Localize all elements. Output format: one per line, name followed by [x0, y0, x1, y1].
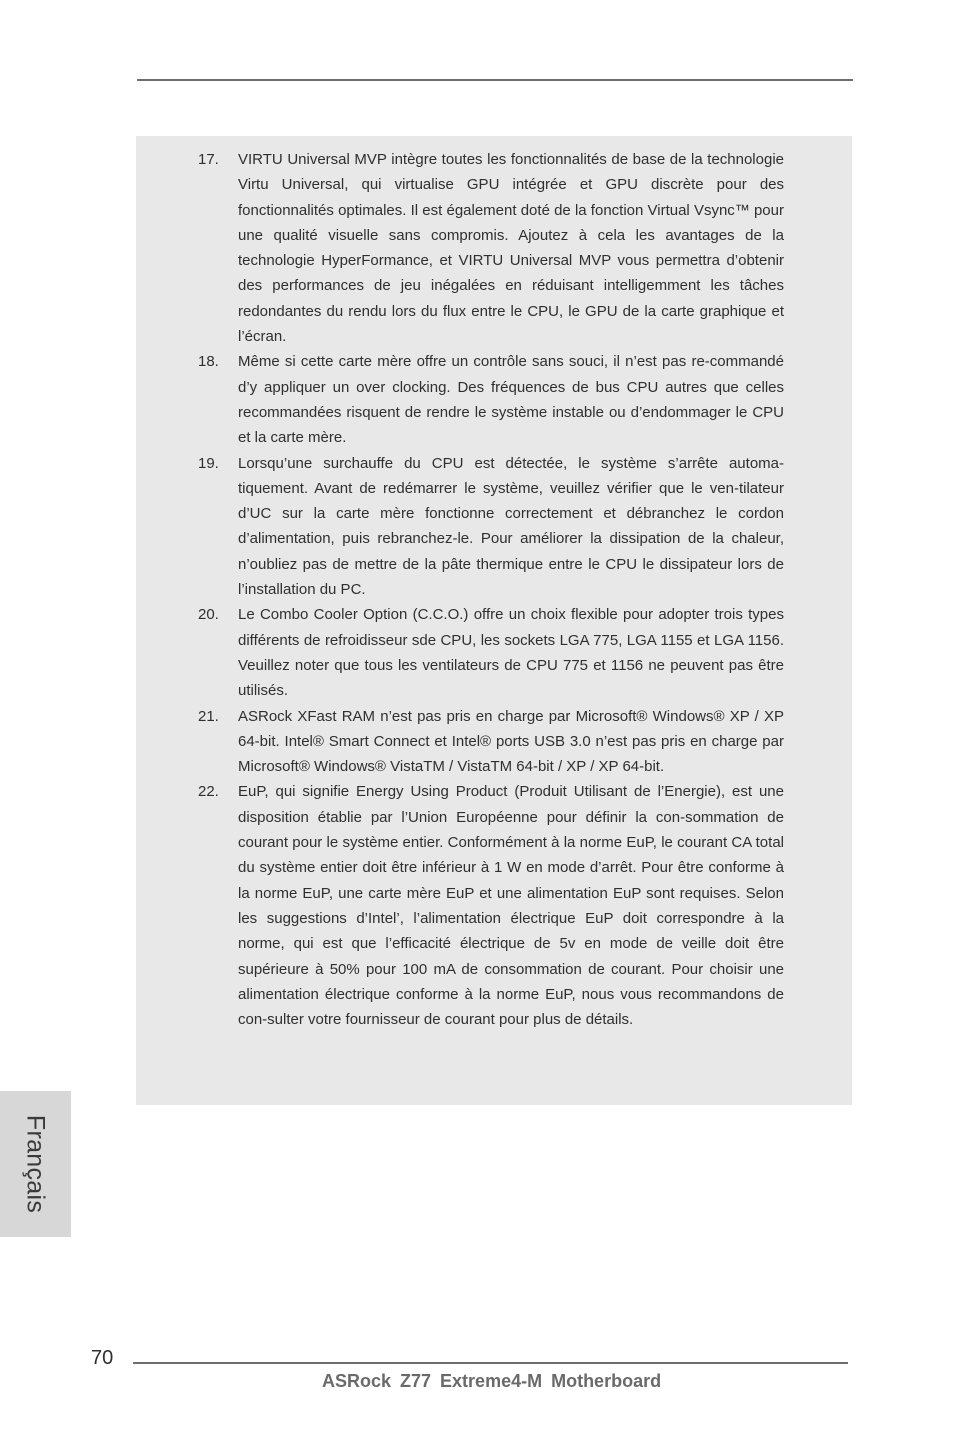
note-item-19 [198, 451, 784, 603]
note-text: ASRock XFast RAM n’est pas pris en charge par Microsoft® Windows® XP / XP 64-bit. Intel® Smart Connect et Intel® ports USB 3.0 n’est pas pris en charge par Microsoft® Windows® VistaTM / VistaTM 64-bit / XP / XP 64-bit. [238, 707, 784, 776]
note-number: 18. [198, 353, 219, 371]
note-number: 20. [198, 606, 219, 624]
note-item-22 [198, 779, 784, 1032]
note-number: 19. [198, 454, 219, 472]
note-number: 22. [198, 783, 219, 801]
note-text: Même si cette carte mère offre un contrôle sans souci, il n’est pas re-commandé d’y appliquer un over clocking. Des fréquences de bus CPU autres que celles recommandées risquent de rendre le système instable ou d’endommager le CPU et la carte mère. [238, 353, 784, 447]
footer-title: ASRock Z77 Extreme4-M Motherboard [322, 1371, 662, 1391]
page-number: 70 [91, 1347, 114, 1369]
note-text: Le Combo Cooler Option (C.C.O.) offre un choix flexible pour adopter trois types différents de refroidisseur sde CPU, les sockets LGA 775, LGA 1155 et LGA 1156. Veuillez noter que tous les ventilateurs de CPU 775 et 1156 ne peuvent pas être utilisés. [238, 606, 784, 700]
note-text: Lorsqu’une surchauffe du CPU est détectée, le système s’arrête automa-tiquement. Avant de redémarrer le système, veuillez vérifier que le ven-tilateur d’UC sur la carte mère fonctionne correctement et débranchez le cordon d’alimentation, puis rebranchez-le. Pour améliorer la dissipation de la chaleur, n’oubliez pas de mettre de la pâte thermique entre le CPU le dissipateur lors de l’installation du PC. [238, 454, 784, 599]
language-label: Français [21, 1114, 50, 1214]
note-item-17 [198, 147, 784, 349]
note-text: VIRTU Universal MVP intègre toutes les fonctionnalités de base de la technologie Virtu Universal, qui virtualise GPU intégrée et GPU discrète pour des fonctionnalités optimales. Il est également doté de la fonction Virtual Vsync™ pour une qualité visuelle sans compromis. Ajoutez à cela les avantages de la technologie HyperFormance, et VIRTU Universal MVP vous permettra d’obtenir des performances de jeu inégalées en réduisant intelligemment les tâches redondantes du rendu lors du flux entre le CPU, le GPU de la carte graphique et l’écran. [238, 151, 784, 346]
note-number: 17. [198, 151, 219, 168]
note-text: EuP, qui signifie Energy Using Product (Produit Utilisant de l’Energie), est une disposition établie par l’Union Européenne pour définir la con-sommation de courant pour le système entier. Conformément à la norme EuP, le courant CA total du système entier doit être inférieur à 1 W en mode d’arrêt. Pour être conforme à la norme EuP, une carte mère EuP et une alimentation EuP sont requises. Selon les suggestions d’Intel’, l’alimentation électrique EuP doit correspondre à la norme, qui est que l’efficacité électrique de 5v en mode de veille doit être supérieure à 50% pour 100 mA de consommation de courant. Pour choisir une alimentation électrique conforme à la norme EuP, nous vous recommandons de con-sulter votre fournisseur de courant pour plus de détails. [238, 783, 784, 1029]
note-number: 21. [198, 707, 219, 725]
note-item-20 [198, 602, 784, 703]
notes-list [198, 147, 784, 1032]
bottom-divider [133, 1362, 848, 1364]
top-divider [137, 79, 853, 81]
language-side-tab [0, 1091, 71, 1237]
note-item-21 [198, 704, 784, 780]
note-item-18 [198, 349, 784, 450]
